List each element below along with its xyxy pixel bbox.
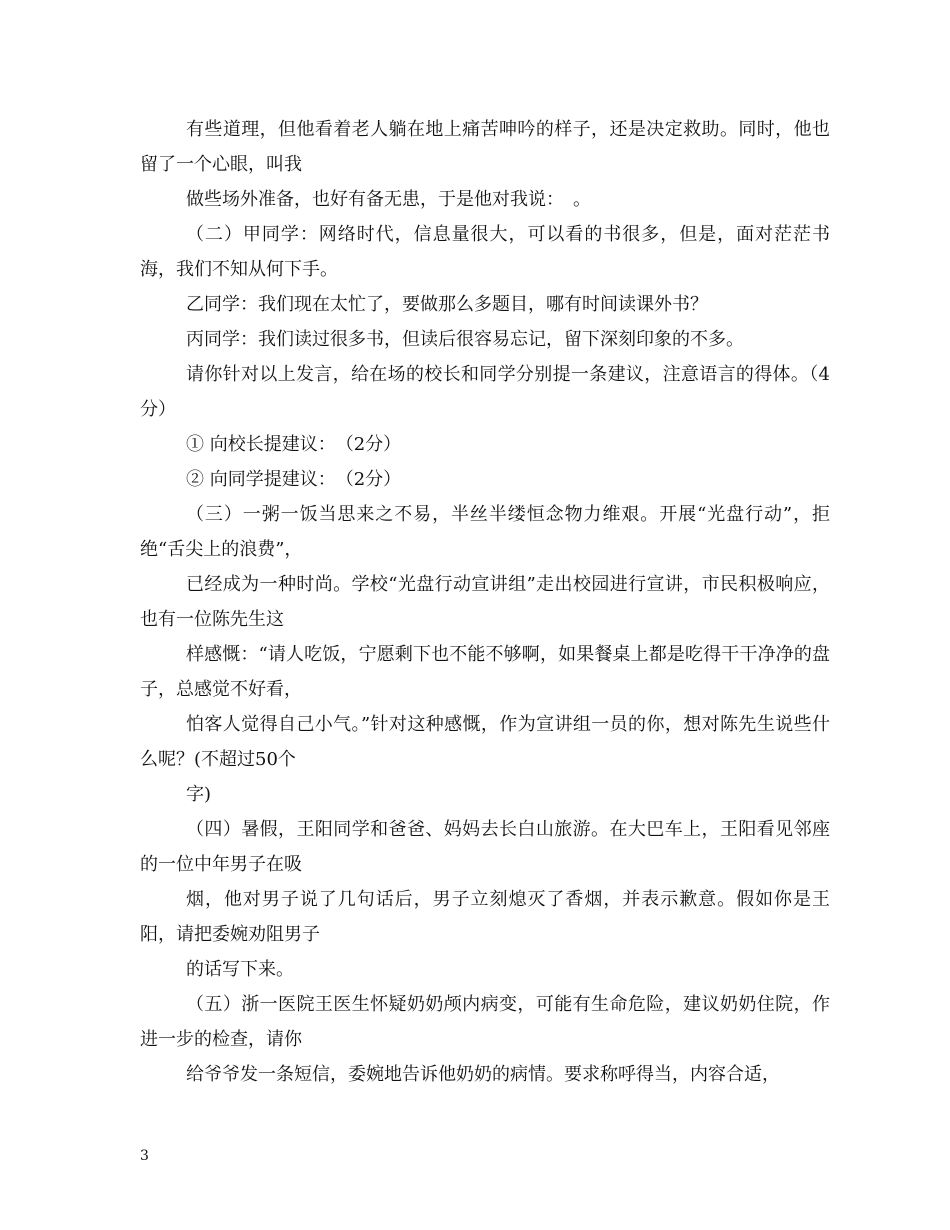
paragraph: （四）暑假，王阳同学和爸爸、妈妈去长白山旅游。在大巴车上，王阳看见邻座的一位中年男子在吸 xyxy=(140,819,830,875)
paragraph: 怕客人觉得自己小气。”针对这种感慨，作为宣讲组一员的你，想对陈先生说些什么呢？(不超过50个 xyxy=(140,714,830,770)
paragraph: 请你针对以上发言，给在场的校长和同学分别提一条建议，注意语言的得体。（4分） xyxy=(140,364,830,420)
paragraph: 字) xyxy=(186,784,212,805)
paragraph: 丙同学：我们读过很多书，但读后很容易忘记，留下深刻印象的不多。 xyxy=(186,329,744,350)
document-body xyxy=(140,112,830,1092)
paragraph: 做些场外准备，也好有备无患，于是他对我说： 。 xyxy=(186,189,591,210)
paragraph: （二）甲同学：网络时代，信息量很大，可以看的书很多，但是，面对茫茫书海，我们不知从何下手。 xyxy=(140,224,830,280)
page-number: 3 xyxy=(140,1148,149,1164)
paragraph: 的话写下来。 xyxy=(186,959,294,980)
paragraph: ② 向同学提建议： （2分） xyxy=(186,469,402,490)
paragraph: 有些道理，但他看着老人躺在地上痛苦呻吟的样子，还是决定救助。同时，他也留了一个心眼，叫我 xyxy=(140,119,830,175)
paragraph: ① 向校长提建议： （2分） xyxy=(186,434,402,455)
paragraph: 样感慨：“请人吃饭，宁愿剩下也不能不够啊，如果餐桌上都是吃得干干净净的盘子，总感觉不好看， xyxy=(140,644,830,700)
paragraph: （五）浙一医院王医生怀疑奶奶颅内病变，可能有生命危险，建议奶奶住院，作进一步的检查，请你 xyxy=(140,994,830,1050)
paragraph: 已经成为一种时尚。学校“光盘行动宣讲组”走出校园进行宣讲，市民积极响应，也有一位陈先生这 xyxy=(140,574,830,630)
paragraph: （三）一粥一饭当思来之不易，半丝半缕恒念物力维艰。开展“光盘行动”，拒绝“舌尖上的浪费”， xyxy=(140,504,830,560)
paragraph: 给爷爷发一条短信，委婉地告诉他奶奶的病情。要求称呼得当，内容合适， xyxy=(186,1064,780,1085)
paragraph: 烟，他对男子说了几句话后，男子立刻熄灭了香烟，并表示歉意。假如你是王阳，请把委婉劝阻男子 xyxy=(140,889,830,945)
paragraph: 乙同学：我们现在太忙了，要做那么多题目，哪有时间读课外书？ xyxy=(186,294,708,315)
